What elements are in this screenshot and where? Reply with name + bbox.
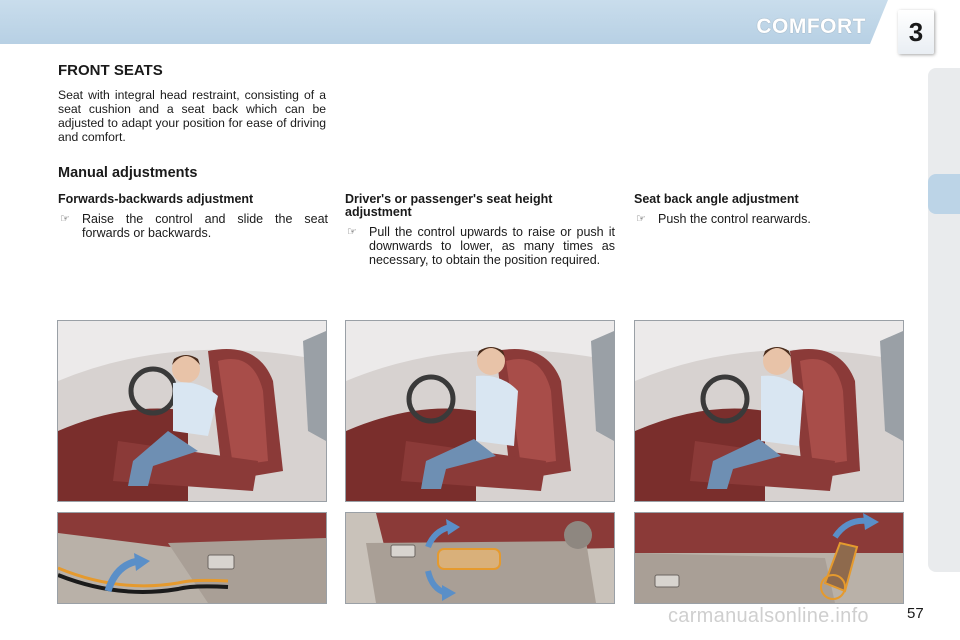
chapter-tab[interactable] — [898, 10, 934, 54]
illustration-forwards-backwards — [57, 320, 327, 502]
instruction-item — [58, 212, 328, 240]
instruction-text: Raise the control and slide the seat forwards or backwards. — [82, 212, 328, 240]
pointer-icon: ☞ — [347, 226, 357, 238]
chapter-title: COMFORT — [756, 15, 866, 38]
chapter-number: 3 — [908, 16, 924, 47]
illustration-seat-height — [345, 320, 615, 502]
column-seat-back-angle — [634, 193, 902, 226]
page-number: 57 — [907, 605, 924, 622]
column-seat-height — [345, 193, 615, 267]
detail-seat-height-control — [345, 512, 615, 604]
detail-seat-back-angle-control — [634, 512, 904, 604]
sidebar-active-tab[interactable] — [928, 174, 960, 214]
column-forwards-backwards — [58, 193, 328, 240]
instruction-text: Pull the control upwards to raise or push it downwards to lower, as many times as necessary, to obtain the position required. — [369, 225, 615, 267]
column-heading: Forwards-backwards adjustment — [58, 192, 254, 206]
instruction-item — [345, 225, 615, 267]
subsection-title: Manual adjustments — [58, 165, 198, 181]
pointer-icon: ☞ — [636, 213, 646, 225]
detail-forwards-backwards-control — [57, 512, 327, 604]
section-intro: Seat with integral head restraint, consisting of a seat cushion and a seat back which can be adjusted to adapt your position for ease of driving and comfort. — [58, 88, 326, 144]
illustration-seat-back-angle — [634, 320, 904, 502]
chapter-sidebar — [928, 68, 960, 572]
section-title: FRONT SEATS — [58, 62, 163, 79]
instruction-item — [634, 212, 902, 226]
pointer-icon: ☞ — [60, 213, 70, 225]
column-heading: Seat back angle adjustment — [634, 192, 799, 206]
watermark: carmanualsonline.info — [668, 605, 869, 627]
column-heading: Driver's or passenger's seat height adjustment — [345, 192, 553, 219]
instruction-text: Push the control rearwards. — [658, 212, 811, 226]
